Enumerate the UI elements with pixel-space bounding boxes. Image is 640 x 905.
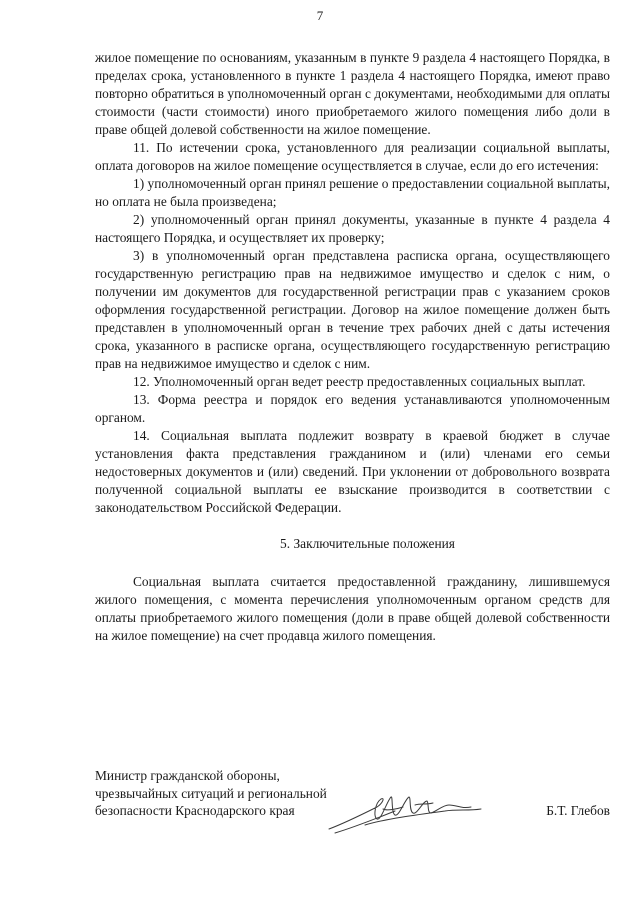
paragraph-subitem-2: 2) уполномоченный орган принял документы, указанные в пункте 4 раздела 4 настоящего Порядка, и осуществляет их проверку; (95, 212, 610, 245)
page-number: 7 (316, 8, 324, 23)
section-heading: 5. Заключительные положения (280, 536, 455, 551)
paragraph-item-11: 11. По истечении срока, установленного для реализации социальной выплаты, оплата договоров на жилое помещение осуществляется в случае, если до его истечения: (95, 140, 610, 173)
paragraph-item-12: 12. Уполномоченный орган ведет реестр предоставленных социальных выплат. (133, 374, 586, 389)
document-body (95, 49, 610, 645)
signer-name: Б.Т. Глебов (546, 803, 610, 818)
paragraph-subitem-1: 1) уполномоченный орган принял решение о предоставлении социальной выплаты, но оплата не была произведена; (95, 176, 610, 209)
signer-position-line-3: безопасности Краснодарского края (95, 803, 295, 818)
signer-position-line-2: чрезвычайных ситуаций и региональной (95, 785, 327, 801)
signer-position-line-1: Министр гражданской обороны, (95, 768, 280, 783)
paragraph-continuation: жилое помещение по основаниям, указанным в пункте 9 раздела 4 настоящего Порядка, в пределах срока, установленного в пункте 1 раздела 4 настоящего Порядка, имеют право повторно обратиться в уполномоченный орган с документами, необходимыми для оплаты стоимости (части стоимости) иного приобретаемого жилого помещения либо доли в праве общей долевой собственности на жилое помещение. (95, 50, 610, 137)
paragraph-subitem-3: 3) в уполномоченный орган представлена расписка органа, осуществляющего государственную регистрацию прав на недвижимое имущество и сделок с ним, о получении им документов для государственной регистрации прав с указанием сроков оформления государственной регистрации. Договор на жилое помещение должен быть представлен в уполномоченный орган в течение трех рабочих дней с даты истечения срока, указанного в расписке органа, осуществляющего государственную регистрацию прав на недвижимое имущество и сделок с ним. (95, 248, 610, 371)
paragraph-item-13: 13. Форма реестра и порядок его ведения устанавливаются уполномоченным органом. (95, 392, 610, 425)
handwritten-signature-icon (325, 789, 485, 837)
final-paragraph: Социальная выплата считается предоставленной гражданину, лишившемуся жилого помещения, с момента перечисления уполномоченным органом средств для оплаты приобретаемого жилого помещения (доли в праве общей долевой собственности на жилое помещение) на счет продавца жилого помещения. (95, 574, 610, 643)
paragraph-item-14: 14. Социальная выплата подлежит возврату в краевой бюджет в случае установления факта представления гражданином и (или) членами его семьи недостоверных документов и (или) сведений. При уклонении от добровольного возврата полученной социальной выплаты ее взыскание производится в соответствии с законодательством Российской Федерации. (95, 428, 610, 515)
